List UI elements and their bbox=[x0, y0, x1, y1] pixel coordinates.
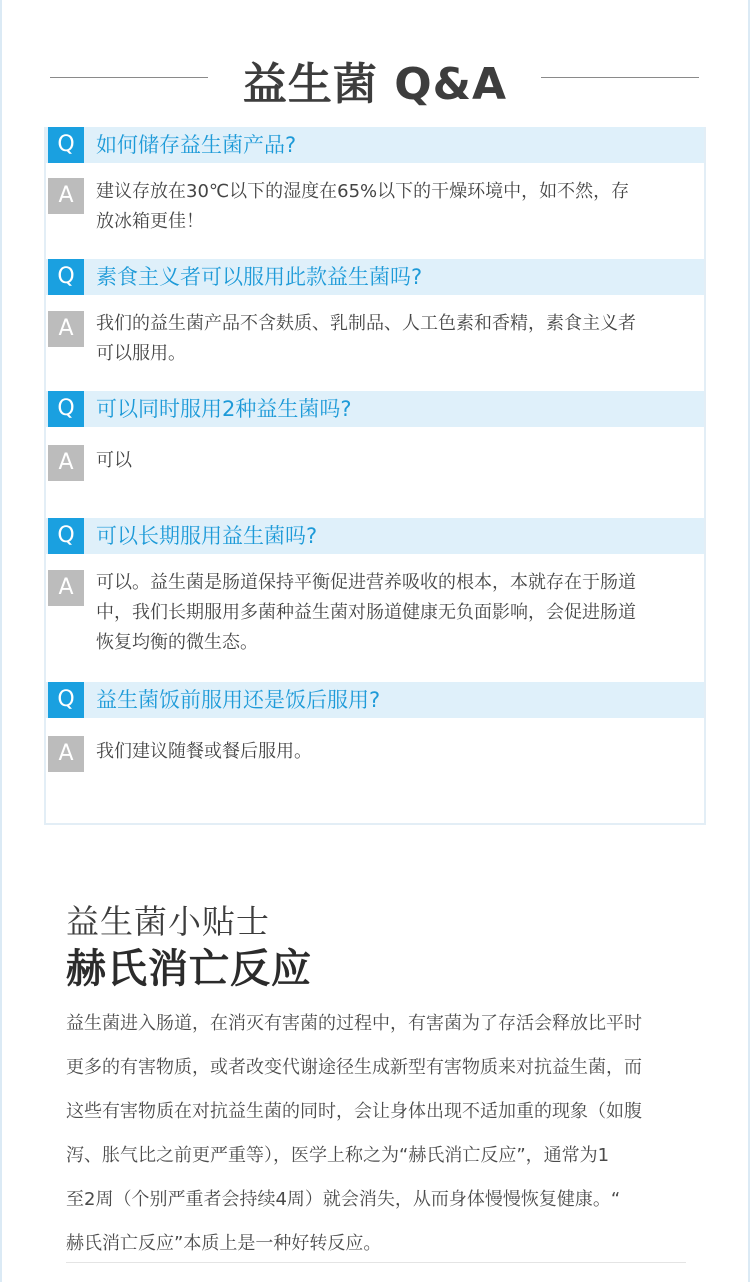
question-badge: Q bbox=[48, 259, 84, 295]
tips-paragraph-line: 这些有害物质在对抗益生菌的同时，会让身体出现不适加重的现象（如腹 bbox=[66, 1101, 642, 1122]
answer-line: 恢复均衡的微生态。 bbox=[96, 632, 258, 653]
answer-text bbox=[96, 737, 696, 767]
header-rule-left bbox=[50, 77, 208, 78]
answer-line: 我们建议随餐或餐后服用。 bbox=[96, 741, 312, 762]
tips-paragraph-line: 更多的有害物质，或者改变代谢途径生成新型有害物质来对抗益生菌，而 bbox=[66, 1057, 642, 1078]
page-edge-left bbox=[0, 0, 2, 1282]
tips-paragraph-line: 益生菌进入肠道，在消灭有害菌的过程中，有害菌为了存活会释放比平时 bbox=[66, 1013, 642, 1034]
answer-line: 可以 bbox=[96, 450, 132, 471]
question-row bbox=[46, 127, 704, 163]
answer-line: 中，我们长期服用多菌种益生菌对肠道健康无负面影响，会促进肠道 bbox=[96, 602, 636, 623]
question-text: 可以长期服用益生菌吗? bbox=[96, 524, 318, 548]
answer-text bbox=[96, 568, 696, 658]
question-text: 如何储存益生菌产品? bbox=[96, 133, 297, 157]
answer-line: 可以服用。 bbox=[96, 343, 186, 364]
header-rule-right bbox=[541, 77, 699, 78]
question-badge: Q bbox=[48, 682, 84, 718]
answer-badge: A bbox=[48, 178, 84, 214]
question-row bbox=[46, 518, 704, 554]
answer-text bbox=[96, 309, 696, 369]
qa-item bbox=[46, 518, 704, 678]
question-badge: Q bbox=[48, 518, 84, 554]
answer-badge: A bbox=[48, 311, 84, 347]
answer-text bbox=[96, 446, 696, 476]
question-row bbox=[46, 391, 704, 427]
page-title: 益生菌 Q&A bbox=[242, 59, 508, 110]
tips-paragraph-line: 赫氏消亡反应”本质上是一种好转反应。 bbox=[66, 1233, 382, 1254]
question-row bbox=[46, 259, 704, 295]
answer-text bbox=[96, 177, 696, 237]
answer-line: 放冰箱更佳！ bbox=[96, 211, 204, 232]
tips-paragraph-line: 至2周（个别严重者会持续4周）就会消失，从而身体慢慢恢复健康。“ bbox=[66, 1189, 621, 1210]
question-text: 素食主义者可以服用此款益生菌吗? bbox=[96, 265, 423, 289]
tips-title: 赫氏消亡反应 bbox=[66, 946, 312, 992]
qa-item bbox=[46, 682, 704, 822]
qa-header bbox=[0, 40, 750, 120]
question-text: 可以同时服用2种益生菌吗? bbox=[96, 397, 352, 421]
tips-subtitle: 益生菌小贴士 bbox=[66, 902, 270, 941]
question-badge: Q bbox=[48, 127, 84, 163]
answer-line: 我们的益生菌产品不含麸质、乳制品、人工色素和香精，素食主义者 bbox=[96, 313, 636, 334]
qa-item bbox=[46, 391, 704, 511]
bottom-divider bbox=[66, 1262, 686, 1263]
qa-panel bbox=[44, 127, 706, 825]
question-row bbox=[46, 682, 704, 718]
answer-badge: A bbox=[48, 570, 84, 606]
tips-paragraph bbox=[66, 1002, 691, 1266]
qa-item bbox=[46, 259, 704, 389]
answer-line: 可以。益生菌是肠道保持平衡促进营养吸收的根本，本就存在于肠道 bbox=[96, 572, 636, 593]
answer-badge: A bbox=[48, 736, 84, 772]
answer-line: 建议存放在30℃以下的湿度在65%以下的干燥环境中，如不然，存 bbox=[96, 181, 630, 202]
answer-badge: A bbox=[48, 445, 84, 481]
tips-paragraph-line: 泻、胀气比之前更严重等），医学上称之为“赫氏消亡反应”，通常为1 bbox=[66, 1145, 610, 1166]
question-text: 益生菌饭前服用还是饭后服用? bbox=[96, 688, 381, 712]
question-badge: Q bbox=[48, 391, 84, 427]
qa-item bbox=[46, 127, 704, 257]
